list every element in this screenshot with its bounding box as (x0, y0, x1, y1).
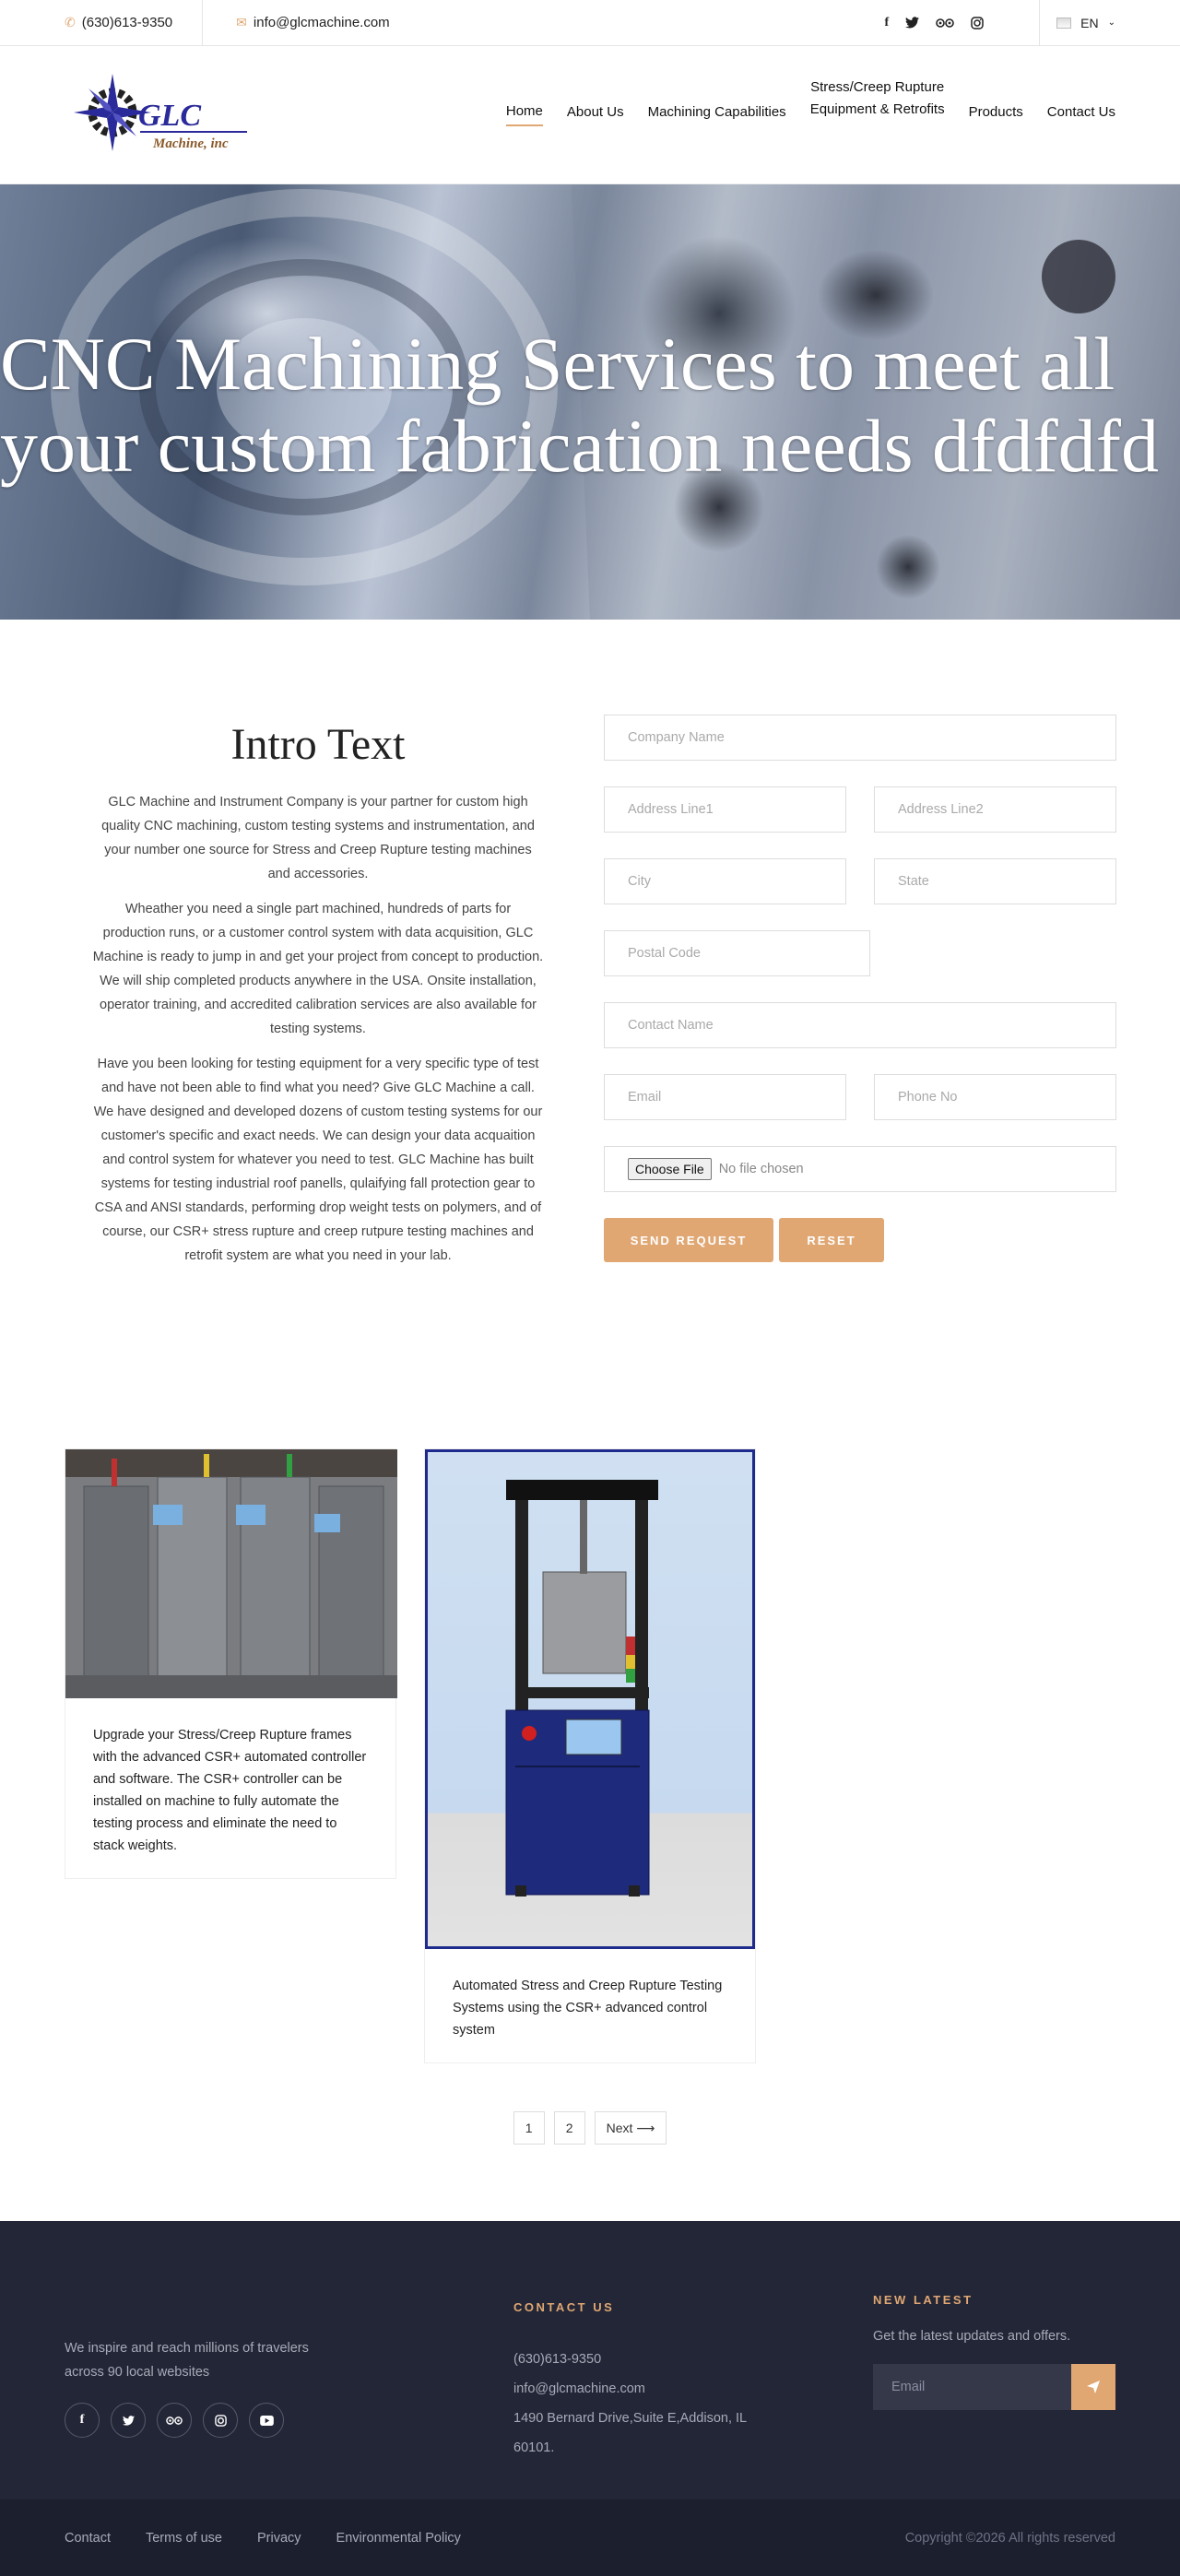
footer-link-terms[interactable]: Terms of use (145, 2530, 222, 2546)
nav-home[interactable]: Home (506, 103, 543, 126)
copyright: Copyright ©2026 All rights reserved (904, 2530, 1115, 2546)
card-description: Automated Stress and Creep Rupture Testing Systems using the CSR+ advanced control system (453, 1979, 723, 2038)
site-footer (0, 2221, 1180, 2499)
twitter-icon[interactable] (905, 17, 919, 29)
address-line1-input[interactable]: Address Line1 (604, 786, 846, 833)
footer-contact-title: CONTACT US (513, 2300, 615, 2314)
tripadvisor-icon[interactable] (157, 2403, 192, 2438)
nav-stress-creep-line1: Stress/Creep Rupture (810, 78, 945, 95)
card-image-frames (65, 1449, 395, 1698)
nav-contact-us[interactable]: Contact Us (1046, 104, 1115, 120)
choose-file-button[interactable]: Choose File (628, 1158, 712, 1180)
top-socials (884, 0, 1040, 46)
footer-latest-text: Get the latest updates and offers. (873, 2329, 1071, 2344)
language-selector[interactable] (1040, 16, 1115, 30)
footer-newsletter (873, 2293, 1115, 2410)
send-request-button[interactable]: SEND REQUEST (604, 1218, 773, 1262)
hero-banner (0, 184, 1180, 620)
hero-title: CNC Machining Services to meet all your custom fabrication needs dfdfdfd (0, 322, 1159, 488)
flag-icon (1056, 18, 1071, 29)
footer-about (65, 2336, 341, 2438)
chevron-down-icon: ⌄ (1107, 18, 1115, 28)
email-input[interactable]: Email (604, 1074, 846, 1120)
intro-heading: Intro Text (230, 720, 406, 769)
envelope-icon: ✉ (236, 15, 247, 30)
footer-latest-title: NEW LATEST (873, 2293, 974, 2307)
footer-link-contact[interactable]: Contact (65, 2530, 111, 2546)
state-input[interactable]: State (874, 858, 1116, 904)
language-label: EN (1080, 15, 1099, 30)
logo-graphic (65, 65, 249, 166)
footer-bottom-bar (0, 2499, 1180, 2576)
contact-name-input[interactable]: Contact Name (604, 1002, 1116, 1048)
card-image-testing-machine (425, 1449, 755, 1949)
phone-input[interactable]: Phone No (874, 1074, 1116, 1120)
footer-link-environmental-policy[interactable]: Environmental Policy (336, 2530, 461, 2546)
nav-stress-creep-line2: Equipment & Retrofits (809, 100, 945, 117)
main-header (0, 46, 1180, 184)
newsletter-form (873, 2364, 1115, 2410)
nav-machining-capabilities[interactable]: Machining Capabilities (647, 104, 786, 120)
intro-paragraph-1: GLC Machine and Instrument Company is your partner for custom high quality CNC machining, custom testing systems and instrumentation, and your number one source for Stress and Creep Rupture testing machines and accessories. (101, 795, 535, 881)
facebook-icon[interactable]: f (65, 2403, 100, 2438)
pagination (0, 2111, 1180, 2145)
send-icon[interactable] (1071, 2364, 1115, 2410)
reset-button[interactable]: RESET (779, 1218, 884, 1262)
top-phone-text: (630)613-9350 (81, 15, 173, 30)
footer-address: 1490 Bernard Drive,Suite E,Addison, IL 60101. (513, 2411, 747, 2455)
request-form (604, 715, 1116, 1262)
city-input[interactable]: City (604, 858, 846, 904)
product-card[interactable] (65, 1448, 396, 1879)
footer-email[interactable]: info@glcmachine.com (513, 2381, 645, 2396)
instagram-icon[interactable] (971, 17, 984, 30)
page-1-button[interactable]: 1 (513, 2111, 545, 2145)
nav-about-us[interactable]: About Us (566, 104, 624, 120)
youtube-icon[interactable] (249, 2403, 284, 2438)
next-page-button[interactable]: Next ⟶ (595, 2111, 667, 2145)
nav-stress-creep-rupture[interactable] (810, 77, 945, 126)
main-nav (505, 78, 1115, 126)
footer-socials (65, 2403, 341, 2438)
address-line2-input[interactable]: Address Line2 (874, 786, 1116, 833)
top-email[interactable] (203, 15, 390, 30)
site-logo[interactable] (65, 65, 249, 166)
footer-links (65, 2531, 461, 2546)
newsletter-email-input[interactable]: Email (873, 2364, 1071, 2410)
file-upload-field (604, 1146, 1116, 1192)
logo-text: GLC (138, 98, 201, 133)
top-email-text: info@glcmachine.com (253, 15, 390, 30)
intro-text-block (92, 719, 544, 1279)
nav-products[interactable]: Products (968, 104, 1023, 120)
no-file-label: No file chosen (718, 1162, 804, 1176)
instagram-icon[interactable] (203, 2403, 238, 2438)
top-phone[interactable] (65, 0, 203, 46)
product-card[interactable] (424, 1448, 756, 2063)
page-2-button[interactable]: 2 (554, 2111, 585, 2145)
postal-code-input[interactable]: Postal Code (604, 930, 870, 976)
footer-phone[interactable]: (630)613-9350 (513, 2352, 602, 2367)
top-bar (0, 0, 1180, 46)
intro-paragraph-3: Have you been looking for testing equipment for a very specific type of test and have not been able to find what you need? Give GLC Machine a call. We have designed and developed dozens of custom testing systems for our customer's specific and exact needs. We can design your data acquaition and control system for whatever you need to test. GLC Machine has built systems for testing industrial roof panells, qulaifying fall protection gear to CSA and ANSI standards, performing drop weight tests on polymers, and of course, our CSR+ stress rupture and creep rutpure testing machines and retrofit system are what you need in your lab. (93, 1057, 543, 1263)
footer-about-text: We inspire and reach millions of travelers across 90 local websites (65, 2341, 309, 2380)
company-name-input[interactable]: Company Name (604, 715, 1116, 761)
card-description: Upgrade your Stress/Creep Rupture frames with the advanced CSR+ automated controller and software. The CSR+ controller can be installed on machine to fully automate the testing process and eliminate the need to stack weights. (93, 1728, 367, 1853)
footer-contact (513, 2293, 790, 2463)
twitter-icon[interactable] (111, 2403, 146, 2438)
intro-paragraph-2: Wheather you need a single part machined, hundreds of parts for production runs, or a customer control system with data acquisition, GLC Machine is ready to jump in and get your project from concept to production. We will ship completed products anywhere in the USA. Onsite installation, operator training, and accredited calibration services are also available for testing systems. (92, 902, 544, 1036)
logo-subtext: Machine, inc (153, 136, 229, 151)
phone-icon: ✆ (65, 15, 76, 30)
facebook-icon[interactable]: f (884, 15, 890, 30)
footer-link-privacy[interactable]: Privacy (256, 2530, 301, 2546)
tripadvisor-icon[interactable] (936, 18, 954, 29)
